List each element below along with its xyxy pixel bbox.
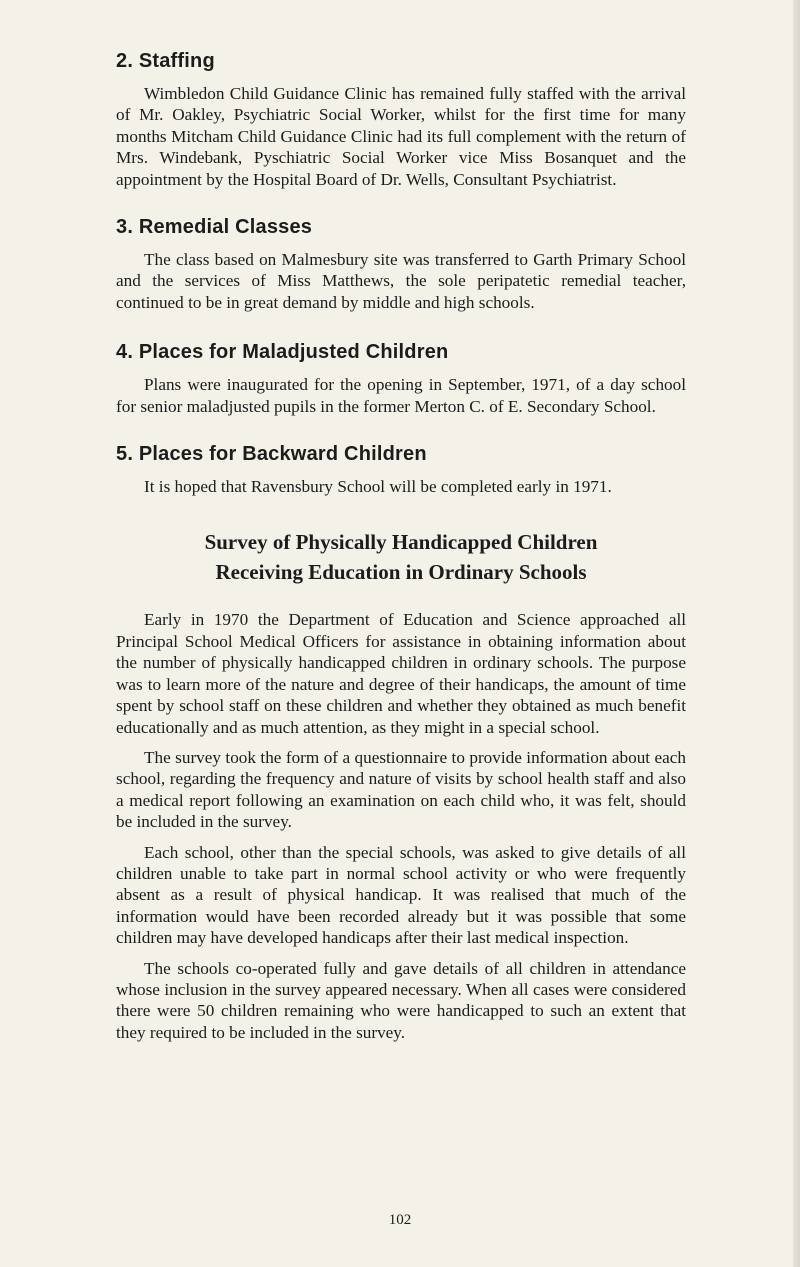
section-remedial-classes <box>116 216 686 313</box>
survey-title <box>116 527 686 587</box>
page-edge-shadow <box>793 0 800 1267</box>
section-backward-children <box>116 443 686 497</box>
page-number: 102 <box>388 1212 412 1228</box>
survey-title-line: Survey of Physically Handicapped Children <box>204 530 598 555</box>
section-heading: 5. Places for Backward Children <box>116 443 427 466</box>
survey-paragraph: The schools co-operated fully and gave details of all children in attendance whose inclusion in the survey appeared necessary. When all cases were considered there were 50 children remaining who were handicapped to such an extent that they required to be included in the survey. <box>116 958 686 1042</box>
section-maladjusted-children <box>116 341 686 417</box>
section-paragraph: Plans were inaugurated for the opening in September, 1971, of a day school for senior maladjusted pupils in the former Merton C. of E. Secondary School. <box>116 375 686 416</box>
section-heading: 2. Staffing <box>116 50 215 72</box>
survey-body <box>116 609 686 1043</box>
section-staffing <box>116 50 686 190</box>
survey-title-line: Receiving Education in Ordinary Schools <box>215 560 587 585</box>
section-paragraph: Wimbledon Child Guidance Clinic has remained fully staffed with the arrival of Mr. Oakley, Psychiatric Social Worker, whilst for the first time for many months Mitcham Child Guidance Clinic had its full complement with the return of Mrs. Windebank, Pyschiatric Social Worker vice Miss Bosanquet and the appointment by the Hospital Board of Dr. Wells, Consultant Psychiatrist. <box>116 84 686 189</box>
section-heading: 3. Remedial Classes <box>116 216 313 239</box>
section-heading: 4. Places for Maladjusted Children <box>116 341 449 364</box>
section-paragraph: The class based on Malmesbury site was transferred to Garth Primary School and the services of Miss Matthews, the sole peripatetic remedial teacher, continued to be in great demand by middle and high schools. <box>116 250 686 312</box>
survey-paragraph: Each school, other than the special schools, was asked to give details of all children unable to take part in normal school activity or who were frequently absent as a result of physical handicap. It was realised that much of the information would have been recorded already but it was possible that some children may have developed handicaps after their last medical inspection. <box>116 842 686 948</box>
survey-paragraph: The survey took the form of a questionnaire to provide information about each school, regarding the frequency and nature of visits by school health staff and also a medical report following an examination on each child who, it was felt, should be included in the survey. <box>116 747 686 832</box>
section-paragraph: It is hoped that Ravensbury School will be completed early in 1971. <box>144 477 612 497</box>
document-page <box>116 50 686 1052</box>
survey-paragraph: Early in 1970 the Department of Education and Science approached all Principal School Medical Officers for assistance in obtaining information about the number of physically handicapped children in ordinary schools. The purpose was to learn more of the nature and degree of their handicaps, the amount of time spent by school staff on these children and whether they obtained as much benefit educationally and as much attention, as they might in a special school. <box>116 610 686 737</box>
